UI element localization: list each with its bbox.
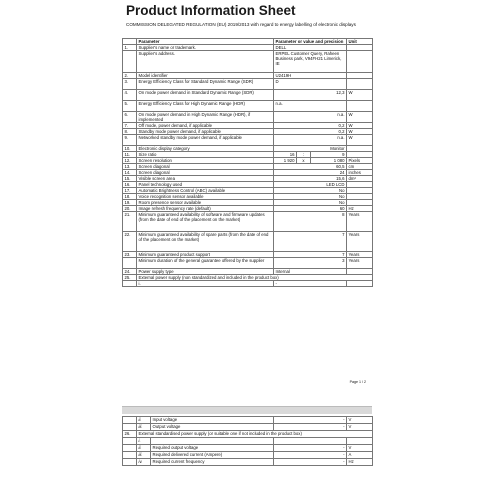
page-number: Page 1 / 2 <box>349 380 366 384</box>
row-num: 7. <box>123 123 137 129</box>
row-num <box>123 424 137 431</box>
page-title: Product Information Sheet <box>126 3 296 18</box>
row-unit <box>347 79 373 90</box>
row-unit: V <box>347 424 373 431</box>
row-value: - <box>274 281 347 287</box>
row-unit: W <box>347 112 373 123</box>
row-value: 7 <box>274 232 347 252</box>
row-param: Voice recognition sensor available <box>137 194 274 200</box>
row-param: Input voltage <box>151 417 274 424</box>
row-value: - <box>274 417 347 424</box>
row-num: 6. <box>123 112 137 123</box>
row-sub-index: iii. <box>137 424 151 431</box>
row-num: 14. <box>123 170 137 176</box>
row-value: 24 <box>274 170 347 176</box>
row-unit: V <box>347 417 373 424</box>
row-param: Energy Efficiency Class for Standard Dynamic Range (SDR) <box>137 79 274 90</box>
row-num: 5. <box>123 101 137 112</box>
row-value: D <box>274 79 347 90</box>
table-row <box>123 90 373 101</box>
row-value: 60,5 <box>274 164 347 170</box>
row-value-sep: : <box>297 152 311 158</box>
row-value: n.a. <box>274 101 347 112</box>
table-row <box>123 101 373 112</box>
row-unit: Years <box>347 212 373 232</box>
table-row <box>123 424 373 431</box>
row-num <box>123 258 137 269</box>
row-value: Monitor <box>274 146 347 152</box>
row-unit: Years <box>347 252 373 258</box>
row-param: Model identifier <box>137 73 274 79</box>
row-param: Power supply type <box>137 269 274 275</box>
row-num: 1. <box>123 45 137 51</box>
row-param: On mode power demand in High Dynamic Range (HDR), if implemented <box>137 112 274 123</box>
row-param: Screen diagonal <box>137 164 274 170</box>
row-value <box>274 438 347 445</box>
row-param: Size ratio <box>137 152 274 158</box>
row-unit: Pixels <box>347 158 373 164</box>
row-param: Networked standby mode power demand, if applicable <box>137 135 274 146</box>
row-value: No <box>274 200 347 206</box>
row-param: Image refresh frequency rate (default) <box>137 206 274 212</box>
row-num: 26. <box>123 431 137 438</box>
row-sub-index: iii. <box>137 452 151 459</box>
table-row <box>123 459 373 466</box>
row-sub-index: i. <box>137 438 151 445</box>
row-num <box>123 417 137 424</box>
row-sub-index: iv. <box>137 459 151 466</box>
row-unit: V <box>347 445 373 452</box>
product-info-table-continued <box>122 416 373 466</box>
row-value: - <box>274 424 347 431</box>
row-num: 8. <box>123 129 137 135</box>
table-row <box>123 212 373 232</box>
row-num <box>123 438 137 445</box>
row-num <box>123 459 137 466</box>
table-row <box>123 445 373 452</box>
row-unit: inches <box>347 170 373 176</box>
row-param: Standby mode power demand, if applicable <box>137 129 274 135</box>
row-value: 60 <box>274 206 347 212</box>
row-unit: W <box>347 135 373 146</box>
sheet-page-1 <box>122 0 372 390</box>
row-unit <box>347 101 373 112</box>
header-value: Parameter or value and precision <box>274 39 347 45</box>
row-unit: cm <box>347 164 373 170</box>
row-value: n.a. <box>274 112 347 123</box>
table-row <box>123 281 373 287</box>
page-break-bar <box>122 406 372 414</box>
row-value: No <box>274 188 347 194</box>
row-sub-index: i. <box>137 281 274 287</box>
row-value: 8 <box>274 212 347 232</box>
row-num: 11. <box>123 152 137 158</box>
table-row <box>123 258 373 269</box>
row-num <box>123 452 137 459</box>
row-num <box>123 51 137 73</box>
row-value: 7 <box>274 252 347 258</box>
row-param: Minimum duration of the general guarantee offered by the supplier <box>137 258 274 269</box>
row-value: No <box>274 194 347 200</box>
row-param: Supplier's name or trademark. <box>137 45 274 51</box>
row-value: 3 <box>274 258 347 269</box>
row-num: 21. <box>123 212 137 232</box>
row-value: DELL <box>274 45 347 51</box>
row-value: 0,2 <box>274 129 347 135</box>
table-row <box>123 452 373 459</box>
row-param: Energy Efficiency Class for High Dynamic Range (HDR) <box>137 101 274 112</box>
row-param: Visible screen area <box>137 176 274 182</box>
sheet-page-2 <box>122 414 372 497</box>
row-param: Screen diagonal <box>137 170 274 176</box>
row-sub-index: ii. <box>137 417 151 424</box>
row-num: 22. <box>123 232 137 252</box>
row-value: - <box>274 445 347 452</box>
row-value: LED LCD <box>274 182 347 188</box>
row-unit: W <box>347 123 373 129</box>
regulation-subtitle: COMMISSION DELEGATED REGULATION (EU) 2019/2013 with regard to energy labelling of electronic displays <box>126 22 356 27</box>
row-section-param: External standardised power supply (or suitable one if not included in the product box) <box>137 431 373 438</box>
row-param: Electronic display category <box>137 146 274 152</box>
table-row <box>123 417 373 424</box>
row-unit: dm² <box>347 176 373 182</box>
row-value: U2419H <box>274 73 347 79</box>
row-unit <box>347 51 373 73</box>
row-param: Output voltage <box>151 424 274 431</box>
row-unit <box>347 438 373 445</box>
row-num: 23. <box>123 252 137 258</box>
row-num: 9. <box>123 135 137 146</box>
row-num: 16. <box>123 182 137 188</box>
row-param: Required output voltage <box>151 445 274 452</box>
row-num: 24. <box>123 269 137 275</box>
row-num: 17. <box>123 188 137 194</box>
table-row <box>123 232 373 252</box>
row-unit: Years <box>347 232 373 252</box>
table-row <box>123 438 373 445</box>
row-num <box>123 281 137 287</box>
row-value: - <box>274 452 347 459</box>
table-row <box>123 112 373 123</box>
row-num: 25. <box>123 275 137 281</box>
row-param: Required current frequency <box>151 459 274 466</box>
row-unit: Hz <box>347 459 373 466</box>
row-num: 15. <box>123 176 137 182</box>
row-value-2: 9 <box>311 152 347 158</box>
row-value: - <box>274 459 347 466</box>
header-unit: Unit <box>347 39 373 45</box>
row-param: Room presence sensor available <box>137 200 274 206</box>
row-num: 4. <box>123 90 137 101</box>
row-param: Screen resolution <box>137 158 274 164</box>
row-param: Supplier's address. <box>137 51 274 73</box>
row-num <box>123 445 137 452</box>
row-value-1: 16 <box>274 152 297 158</box>
row-num: 18. <box>123 194 137 200</box>
row-unit: Hz <box>347 206 373 212</box>
table-row <box>123 79 373 90</box>
row-value: 12,3 <box>274 90 347 101</box>
row-param: Panel technology used <box>137 182 274 188</box>
row-value: Internal <box>274 269 347 275</box>
row-value: 0,2 <box>274 123 347 129</box>
row-param <box>151 438 274 445</box>
row-param: Minimum guaranteed availability of software and firmware updates (from the date of end of the placement on the market) <box>137 212 274 232</box>
row-param: Off mode, power demand, if applicable <box>137 123 274 129</box>
row-param: Minimum guaranteed product support <box>137 252 274 258</box>
row-sub-index: ii. <box>137 445 151 452</box>
row-value-sep: x <box>297 158 311 164</box>
row-param: On mode power demand in Standard Dynamic Range (SDR) <box>137 90 274 101</box>
row-unit: W <box>347 129 373 135</box>
row-unit <box>347 281 373 287</box>
table-row <box>123 51 373 73</box>
row-value-1: 1 920 <box>274 158 297 164</box>
row-num: 3. <box>123 79 137 90</box>
row-value: 15,6 <box>274 176 347 182</box>
row-num: 10. <box>123 146 137 152</box>
row-param: Required delivered current (Ampere) <box>151 452 274 459</box>
header-parameter: Parameter <box>137 39 274 45</box>
product-info-table <box>122 38 373 287</box>
row-num: 20. <box>123 206 137 212</box>
row-unit: Years <box>347 258 373 269</box>
row-value-2: 1 080 <box>311 158 347 164</box>
row-value: ERPEL Customer Query, Raheen Business park, V94FH21 Limerick, IE <box>274 51 347 73</box>
row-unit: A <box>347 452 373 459</box>
row-unit: W <box>347 90 373 101</box>
row-num: 13. <box>123 164 137 170</box>
table-row <box>123 431 373 438</box>
table-row <box>123 135 373 146</box>
row-value: n.a. <box>274 135 347 146</box>
row-section-param: External power supply (non standardized and included in the product box) <box>137 275 373 281</box>
row-num: 2. <box>123 73 137 79</box>
row-param: Minimum guaranteed availability of spare parts (from the date of end of the placement on the market) <box>137 232 274 252</box>
row-num: 19. <box>123 200 137 206</box>
row-num: 12. <box>123 158 137 164</box>
row-param: Automatic Brightness Control (ABC) available <box>137 188 274 194</box>
